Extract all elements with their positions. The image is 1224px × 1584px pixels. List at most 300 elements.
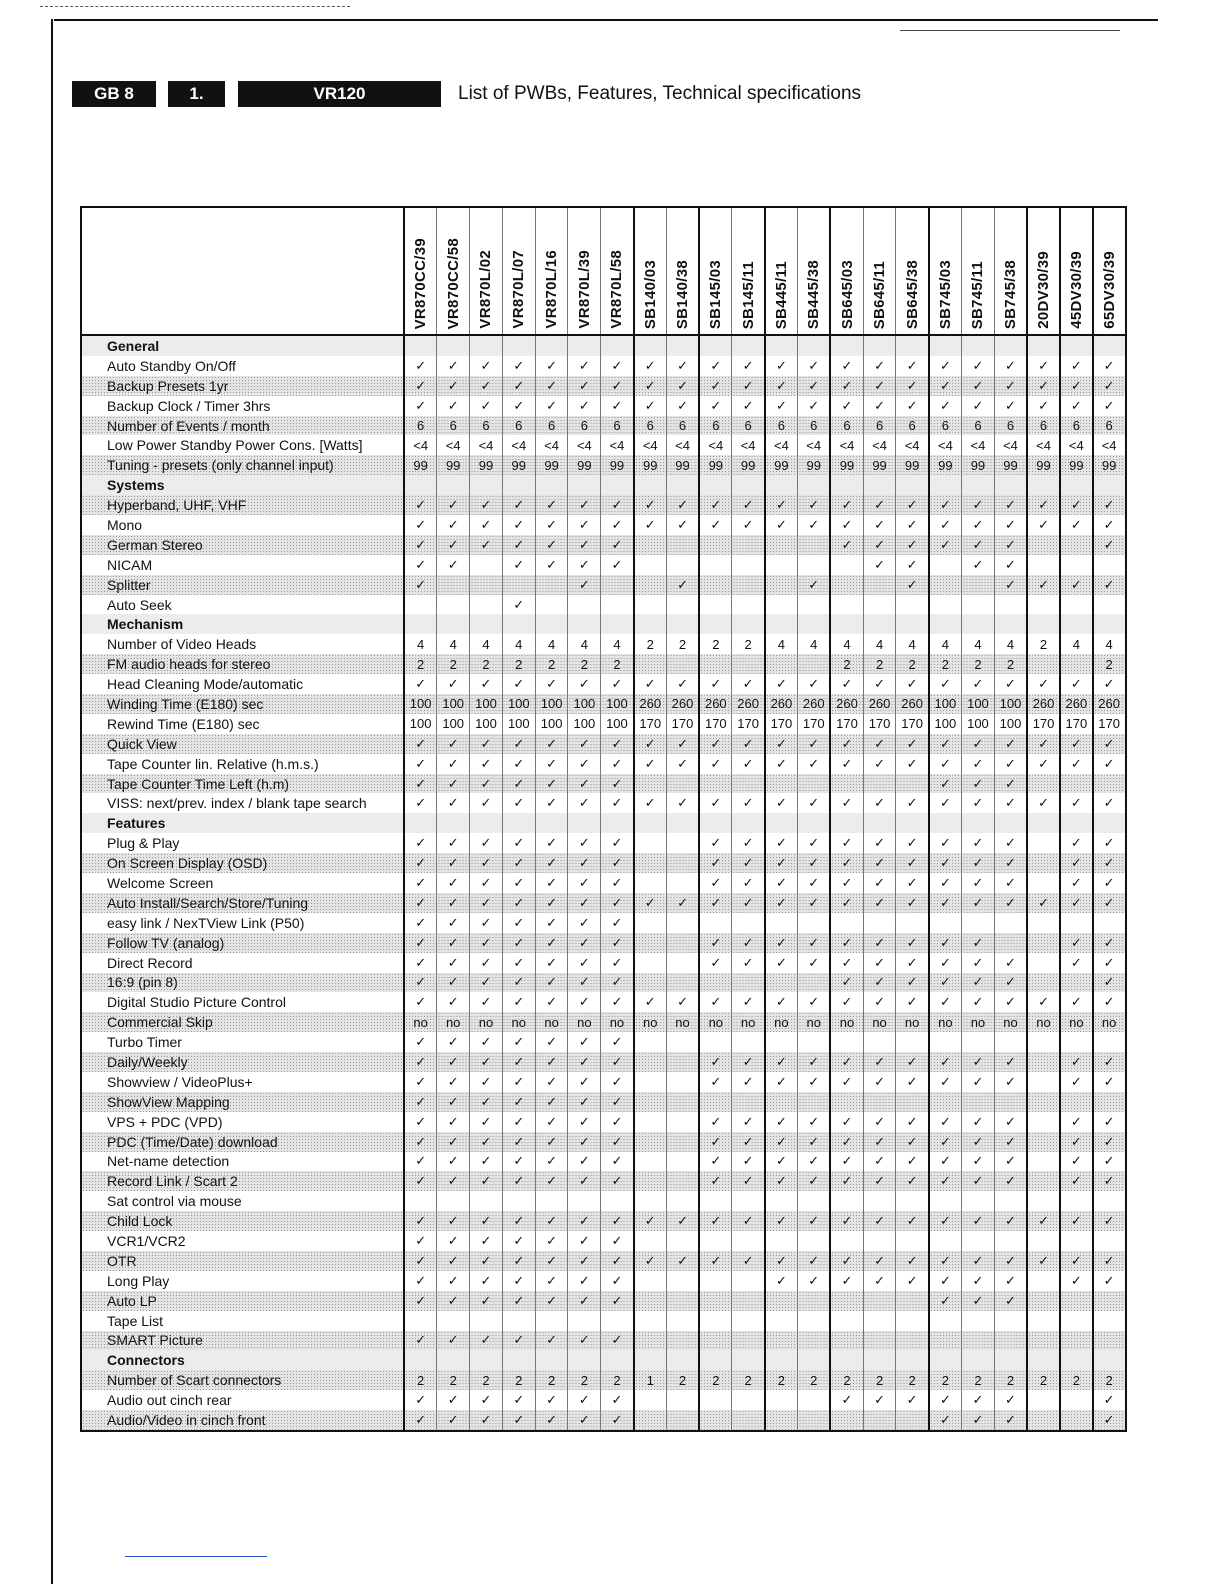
table-cell: ✓ <box>1060 1271 1093 1291</box>
table-row <box>81 913 1126 933</box>
table-cell: ✓ <box>962 1271 995 1291</box>
table-cell <box>535 335 568 356</box>
table-cell: 260 <box>798 694 831 714</box>
table-cell: no <box>830 1012 863 1032</box>
table-cell: ✓ <box>502 1171 535 1191</box>
table-cell <box>994 475 1027 495</box>
table-cell <box>699 335 732 356</box>
table-cell <box>634 774 667 794</box>
column-header-row <box>81 207 1126 335</box>
table-cell: ✓ <box>502 1092 535 1112</box>
table-cell: ✓ <box>896 793 929 813</box>
table-cell: 6 <box>830 416 863 436</box>
table-cell <box>699 1350 732 1370</box>
table-cell: <4 <box>830 435 863 455</box>
table-cell: ✓ <box>601 1072 634 1092</box>
table-cell: ✓ <box>863 1271 896 1291</box>
column-header <box>994 207 1027 335</box>
table-cell <box>798 813 831 833</box>
section-label: Systems <box>81 475 404 495</box>
table-cell <box>962 575 995 595</box>
table-cell <box>732 973 765 993</box>
table-cell <box>1093 813 1126 833</box>
table-cell: ✓ <box>962 515 995 535</box>
table-cell: <4 <box>404 435 437 455</box>
table-cell: ✓ <box>929 853 962 873</box>
table-cell: ✓ <box>601 992 634 1012</box>
table-cell: ✓ <box>502 933 535 953</box>
table-cell <box>568 1350 601 1370</box>
table-row <box>81 416 1126 436</box>
table-cell: <4 <box>1060 435 1093 455</box>
table-cell: 2 <box>437 1370 470 1390</box>
table-cell: ✓ <box>437 1211 470 1231</box>
table-cell <box>1060 813 1093 833</box>
table-cell: ✓ <box>896 853 929 873</box>
table-cell: ✓ <box>765 1211 798 1231</box>
table-cell: ✓ <box>863 1211 896 1231</box>
table-cell: ✓ <box>962 495 995 515</box>
table-cell <box>568 614 601 634</box>
table-cell: ✓ <box>437 1271 470 1291</box>
table-cell: ✓ <box>732 356 765 376</box>
table-cell: 2 <box>962 1370 995 1390</box>
table-row <box>81 1251 1126 1271</box>
table-cell <box>1060 595 1093 615</box>
table-cell: ✓ <box>601 1231 634 1251</box>
table-cell: 6 <box>994 416 1027 436</box>
table-cell: ✓ <box>962 1390 995 1410</box>
table-cell: ✓ <box>732 674 765 694</box>
table-cell: ✓ <box>798 575 831 595</box>
table-cell <box>765 555 798 575</box>
table-cell: ✓ <box>437 754 470 774</box>
table-cell <box>634 575 667 595</box>
table-cell <box>896 1410 929 1431</box>
table-cell <box>830 1191 863 1211</box>
row-label: Direct Record <box>81 953 404 973</box>
table-cell <box>1027 833 1060 853</box>
table-cell: ✓ <box>470 1271 503 1291</box>
table-cell <box>863 1032 896 1052</box>
table-row <box>81 1072 1126 1092</box>
table-cell: ✓ <box>601 1171 634 1191</box>
table-cell: ✓ <box>896 933 929 953</box>
column-header-label: VR870L/39 <box>575 250 593 329</box>
table-cell: ✓ <box>896 555 929 575</box>
table-cell <box>798 1390 831 1410</box>
table-cell: ✓ <box>601 973 634 993</box>
table-cell <box>666 853 699 873</box>
table-cell: ✓ <box>929 495 962 515</box>
table-cell: 6 <box>863 416 896 436</box>
table-cell <box>863 1331 896 1351</box>
table-cell: ✓ <box>404 1331 437 1351</box>
table-cell: ✓ <box>929 953 962 973</box>
table-cell: ✓ <box>568 575 601 595</box>
table-cell: ✓ <box>896 1251 929 1271</box>
table-cell: ✓ <box>962 1171 995 1191</box>
table-cell: ✓ <box>535 356 568 376</box>
table-cell: 99 <box>437 455 470 475</box>
table-cell: ✓ <box>437 515 470 535</box>
table-cell: ✓ <box>994 953 1027 973</box>
table-cell <box>634 475 667 495</box>
table-cell: 4 <box>830 634 863 654</box>
table-cell: ✓ <box>962 396 995 416</box>
table-row <box>81 1271 1126 1291</box>
table-cell <box>929 335 962 356</box>
table-cell <box>666 1311 699 1331</box>
table-row <box>81 774 1126 794</box>
table-cell: ✓ <box>568 734 601 754</box>
table-cell: ✓ <box>962 535 995 555</box>
table-cell: ✓ <box>830 535 863 555</box>
table-cell: ✓ <box>896 1052 929 1072</box>
table-cell: 6 <box>437 416 470 436</box>
table-cell: ✓ <box>634 754 667 774</box>
table-cell: ✓ <box>994 1211 1027 1231</box>
table-cell: ✓ <box>470 1171 503 1191</box>
table-cell <box>634 1132 667 1152</box>
table-cell: ✓ <box>568 555 601 575</box>
table-cell <box>1060 1032 1093 1052</box>
row-label: Head Cleaning Mode/automatic <box>81 674 404 694</box>
table-cell: ✓ <box>830 1132 863 1152</box>
table-cell: ✓ <box>732 754 765 774</box>
table-cell: ✓ <box>798 674 831 694</box>
table-cell: ✓ <box>765 833 798 853</box>
table-cell <box>863 774 896 794</box>
table-cell: ✓ <box>994 674 1027 694</box>
table-cell <box>1060 1331 1093 1351</box>
table-cell: ✓ <box>830 674 863 694</box>
table-cell: ✓ <box>568 1410 601 1431</box>
table-cell: ✓ <box>1093 1211 1126 1231</box>
table-cell: 6 <box>470 416 503 436</box>
table-cell <box>699 1092 732 1112</box>
table-cell: ✓ <box>535 933 568 953</box>
table-cell: ✓ <box>437 1152 470 1172</box>
table-cell <box>830 774 863 794</box>
table-cell: ✓ <box>437 853 470 873</box>
table-cell: ✓ <box>470 774 503 794</box>
table-cell: ✓ <box>765 893 798 913</box>
table-cell: ✓ <box>568 1112 601 1132</box>
table-cell: ✓ <box>404 1410 437 1431</box>
table-cell: ✓ <box>863 1171 896 1191</box>
table-cell: ✓ <box>830 833 863 853</box>
table-cell: 2 <box>863 654 896 674</box>
table-cell: ✓ <box>1093 754 1126 774</box>
row-label: Splitter <box>81 575 404 595</box>
table-cell: 2 <box>699 634 732 654</box>
section-label: Mechanism <box>81 614 404 634</box>
table-cell: ✓ <box>962 933 995 953</box>
table-cell <box>404 1191 437 1211</box>
table-cell: 100 <box>568 694 601 714</box>
table-cell <box>1060 1191 1093 1211</box>
table-cell: ✓ <box>437 1032 470 1052</box>
row-label: Record Link / Scart 2 <box>81 1171 404 1191</box>
table-cell: 100 <box>929 694 962 714</box>
table-cell: ✓ <box>1093 833 1126 853</box>
row-label: Auto Standby On/Off <box>81 356 404 376</box>
table-cell: ✓ <box>863 933 896 953</box>
table-cell: ✓ <box>535 1390 568 1410</box>
table-cell: ✓ <box>502 953 535 973</box>
table-cell: 6 <box>1027 416 1060 436</box>
table-cell: ✓ <box>404 356 437 376</box>
table-cell: 2 <box>896 654 929 674</box>
table-cell: no <box>765 1012 798 1032</box>
table-cell <box>732 575 765 595</box>
table-cell: ✓ <box>699 754 732 774</box>
table-cell: ✓ <box>470 1092 503 1112</box>
table-cell: ✓ <box>404 873 437 893</box>
column-header <box>404 207 437 335</box>
table-cell: 2 <box>601 1370 634 1390</box>
table-cell <box>568 335 601 356</box>
table-cell: ✓ <box>863 893 896 913</box>
table-cell: ✓ <box>1027 495 1060 515</box>
table-cell: 99 <box>634 455 667 475</box>
table-cell: ✓ <box>863 1390 896 1410</box>
table-cell <box>502 614 535 634</box>
table-cell: ✓ <box>830 1152 863 1172</box>
row-label: Daily/Weekly <box>81 1052 404 1072</box>
table-cell <box>765 575 798 595</box>
table-cell: ✓ <box>994 973 1027 993</box>
table-cell: ✓ <box>470 873 503 893</box>
table-cell: ✓ <box>437 1052 470 1072</box>
table-cell: ✓ <box>634 495 667 515</box>
table-cell: ✓ <box>535 1052 568 1072</box>
table-cell <box>634 933 667 953</box>
table-cell <box>1060 555 1093 575</box>
table-cell <box>896 813 929 833</box>
table-cell <box>502 813 535 833</box>
table-cell <box>732 1410 765 1431</box>
table-cell: ✓ <box>568 793 601 813</box>
table-cell: ✓ <box>1060 495 1093 515</box>
table-cell <box>634 1410 667 1431</box>
table-cell <box>699 1331 732 1351</box>
table-cell: ✓ <box>896 754 929 774</box>
row-label: easy link / NexTView Link (P50) <box>81 913 404 933</box>
table-cell <box>699 1311 732 1331</box>
table-cell <box>896 1032 929 1052</box>
column-header <box>798 207 831 335</box>
table-cell: ✓ <box>470 1390 503 1410</box>
table-cell: ✓ <box>929 1052 962 1072</box>
table-cell: ✓ <box>830 376 863 396</box>
table-cell: ✓ <box>863 1152 896 1172</box>
table-cell: 2 <box>1027 1370 1060 1390</box>
table-cell: 6 <box>962 416 995 436</box>
table-cell <box>929 575 962 595</box>
table-cell: ✓ <box>732 1132 765 1152</box>
table-cell: ✓ <box>929 1291 962 1311</box>
table-cell: ✓ <box>798 1152 831 1172</box>
table-cell: ✓ <box>929 535 962 555</box>
table-cell: ✓ <box>1027 1211 1060 1231</box>
table-cell: ✓ <box>568 853 601 873</box>
table-cell: 100 <box>404 694 437 714</box>
table-cell <box>437 575 470 595</box>
table-cell: 260 <box>896 694 929 714</box>
header-blank-cell <box>81 207 404 335</box>
table-cell <box>896 1092 929 1112</box>
table-cell: ✓ <box>798 754 831 774</box>
table-cell: no <box>896 1012 929 1032</box>
table-cell <box>666 913 699 933</box>
table-cell: ✓ <box>765 933 798 953</box>
row-label: Winding Time (E180) sec <box>81 694 404 714</box>
table-cell: ✓ <box>568 1291 601 1311</box>
table-cell <box>765 1410 798 1431</box>
table-cell: 100 <box>929 714 962 734</box>
table-cell: 99 <box>1093 455 1126 475</box>
table-cell: ✓ <box>732 833 765 853</box>
table-cell <box>830 1410 863 1431</box>
table-cell: ✓ <box>502 356 535 376</box>
table-cell: ✓ <box>1060 953 1093 973</box>
table-cell: ✓ <box>666 754 699 774</box>
table-cell: no <box>666 1012 699 1032</box>
table-cell <box>962 1331 995 1351</box>
table-cell: ✓ <box>798 1211 831 1231</box>
table-cell: ✓ <box>994 1251 1027 1271</box>
table-cell: ✓ <box>994 754 1027 774</box>
table-cell <box>1027 1191 1060 1211</box>
table-cell <box>765 1191 798 1211</box>
table-cell: 2 <box>404 1370 437 1390</box>
table-row <box>81 734 1126 754</box>
table-cell <box>666 1191 699 1211</box>
table-row <box>81 853 1126 873</box>
table-cell <box>929 595 962 615</box>
table-cell: ✓ <box>568 893 601 913</box>
table-cell: no <box>798 1012 831 1032</box>
table-cell: ✓ <box>765 992 798 1012</box>
table-cell <box>1027 953 1060 973</box>
table-cell: ✓ <box>601 893 634 913</box>
table-cell: ✓ <box>535 1331 568 1351</box>
column-header <box>437 207 470 335</box>
table-cell <box>634 1032 667 1052</box>
table-cell <box>666 1410 699 1431</box>
table-cell: ✓ <box>929 873 962 893</box>
table-cell: <4 <box>962 435 995 455</box>
section-row <box>81 614 1126 634</box>
table-cell <box>1027 1311 1060 1331</box>
table-cell: ✓ <box>1060 1052 1093 1072</box>
table-cell: ✓ <box>535 913 568 933</box>
table-cell: ✓ <box>470 973 503 993</box>
table-cell <box>1093 555 1126 575</box>
table-cell <box>863 575 896 595</box>
table-cell: ✓ <box>830 1251 863 1271</box>
table-cell <box>699 614 732 634</box>
table-cell: ✓ <box>929 396 962 416</box>
table-cell <box>929 555 962 575</box>
table-cell <box>798 1311 831 1331</box>
table-cell <box>732 1331 765 1351</box>
table-cell: ✓ <box>437 1291 470 1311</box>
table-cell: ✓ <box>535 1410 568 1431</box>
table-cell <box>666 654 699 674</box>
table-cell: ✓ <box>929 356 962 376</box>
table-cell <box>994 813 1027 833</box>
table-cell: ✓ <box>863 992 896 1012</box>
table-cell: ✓ <box>535 1231 568 1251</box>
table-cell: ✓ <box>994 1171 1027 1191</box>
table-cell <box>601 595 634 615</box>
table-cell: ✓ <box>1027 356 1060 376</box>
row-label: Commercial Skip <box>81 1012 404 1032</box>
table-cell: ✓ <box>1027 1251 1060 1271</box>
table-cell: ✓ <box>1093 893 1126 913</box>
table-cell <box>666 1350 699 1370</box>
table-cell: ✓ <box>470 515 503 535</box>
table-row <box>81 714 1126 734</box>
table-cell <box>634 1291 667 1311</box>
table-cell: ✓ <box>896 1271 929 1291</box>
table-cell <box>863 1350 896 1370</box>
table-cell: 6 <box>765 416 798 436</box>
table-row <box>81 1152 1126 1172</box>
table-cell: ✓ <box>732 734 765 754</box>
table-cell <box>765 475 798 495</box>
table-cell: ✓ <box>863 356 896 376</box>
table-cell: 99 <box>502 455 535 475</box>
table-cell <box>1060 1350 1093 1370</box>
table-cell: ✓ <box>601 674 634 694</box>
table-cell: ✓ <box>962 1251 995 1271</box>
table-cell <box>732 813 765 833</box>
table-cell: ✓ <box>798 953 831 973</box>
table-cell: ✓ <box>634 734 667 754</box>
table-row <box>81 1191 1126 1211</box>
table-cell: 100 <box>601 694 634 714</box>
table-cell: ✓ <box>634 674 667 694</box>
table-cell: 99 <box>962 455 995 475</box>
table-cell: ✓ <box>568 1211 601 1231</box>
table-cell: ✓ <box>1093 1171 1126 1191</box>
table-cell: ✓ <box>404 1171 437 1191</box>
table-cell: ✓ <box>568 1092 601 1112</box>
row-label: Tape Counter Time Left (h.m) <box>81 774 404 794</box>
table-cell: ✓ <box>601 1032 634 1052</box>
table-row <box>81 793 1126 813</box>
table-cell <box>1060 654 1093 674</box>
table-cell: ✓ <box>962 1072 995 1092</box>
table-cell: ✓ <box>896 873 929 893</box>
table-cell: 99 <box>896 455 929 475</box>
table-cell: 170 <box>896 714 929 734</box>
table-cell: 6 <box>568 416 601 436</box>
row-label: Hyperband, UHF, VHF <box>81 495 404 515</box>
table-row <box>81 1012 1126 1032</box>
table-cell: ✓ <box>929 1251 962 1271</box>
table-cell <box>568 595 601 615</box>
table-cell: ✓ <box>929 1132 962 1152</box>
table-cell: ✓ <box>1093 575 1126 595</box>
table-cell: ✓ <box>830 973 863 993</box>
table-cell: ✓ <box>765 376 798 396</box>
table-cell: ✓ <box>1093 535 1126 555</box>
